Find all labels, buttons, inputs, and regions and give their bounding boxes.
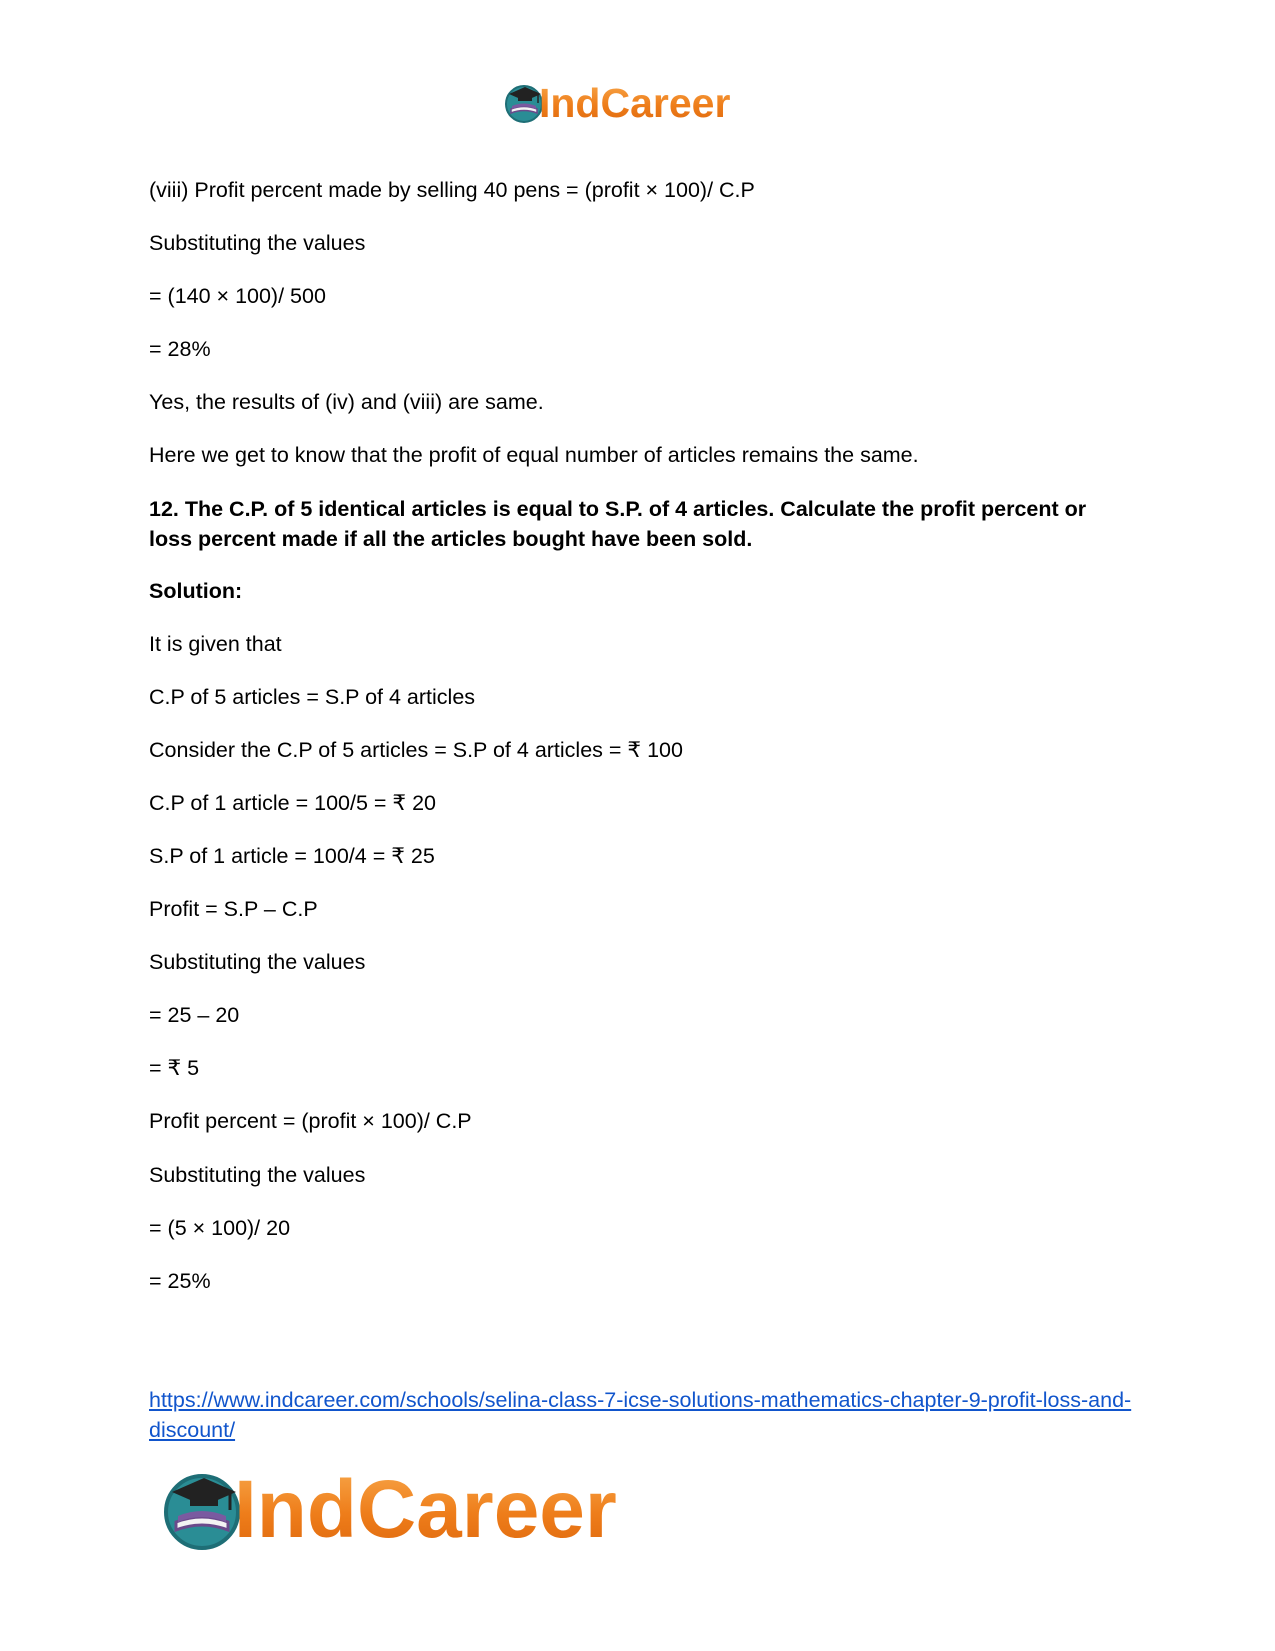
solution-step: C.P of 1 article = 100/5 = ₹ 20 bbox=[149, 791, 436, 815]
graduation-cap-books-globe-icon bbox=[160, 1468, 244, 1552]
text-line: (viii) Profit percent made by selling 40 pens = (profit × 100)/ C.P bbox=[149, 178, 755, 202]
solution-heading: Solution: bbox=[149, 579, 243, 603]
footer-logo bbox=[160, 1465, 617, 1555]
solution-step: Consider the C.P of 5 articles = S.P of 4 articles = ₹ 100 bbox=[149, 738, 683, 762]
logo-wordmark: IndCareer bbox=[539, 79, 731, 126]
text-line: = (140 × 100)/ 500 bbox=[149, 284, 326, 308]
text-line: Substituting the values bbox=[149, 231, 366, 255]
logo-wordmark: IndCareer bbox=[234, 1464, 617, 1555]
solution-step: = (5 × 100)/ 20 bbox=[149, 1216, 291, 1240]
solution-step: Profit percent = (profit × 100)/ C.P bbox=[149, 1109, 472, 1133]
solution-step: C.P of 5 articles = S.P of 4 articles bbox=[149, 685, 476, 709]
solution-step: It is given that bbox=[149, 632, 282, 656]
question-text: 12. The C.P. of 5 identical articles is equal to S.P. of 4 articles. Calculate the profit percent or loss percent made if all the articles bought have been sold. bbox=[149, 497, 1087, 551]
solution-step: = 25% bbox=[149, 1269, 211, 1293]
solution-step: Substituting the values bbox=[149, 950, 366, 974]
solution-step: = ₹ 5 bbox=[149, 1056, 200, 1080]
text-line: = 28% bbox=[149, 337, 211, 361]
text-line: Yes, the results of (iv) and (viii) are same. bbox=[149, 390, 544, 414]
header-logo bbox=[503, 80, 730, 126]
solution-step: Profit = S.P – C.P bbox=[149, 897, 318, 921]
solution-step: Substituting the values bbox=[149, 1163, 366, 1187]
solution-step: S.P of 1 article = 100/4 = ₹ 25 bbox=[149, 844, 435, 868]
solution-step: = 25 – 20 bbox=[149, 1003, 240, 1027]
text-line: Here we get to know that the profit of equal number of articles remains the same. bbox=[149, 443, 919, 467]
source-link[interactable]: https://www.indcareer.com/schools/selina-class-7-icse-solutions-mathematics-chapter-9-profit-loss-and-discount/ bbox=[149, 1388, 1132, 1442]
